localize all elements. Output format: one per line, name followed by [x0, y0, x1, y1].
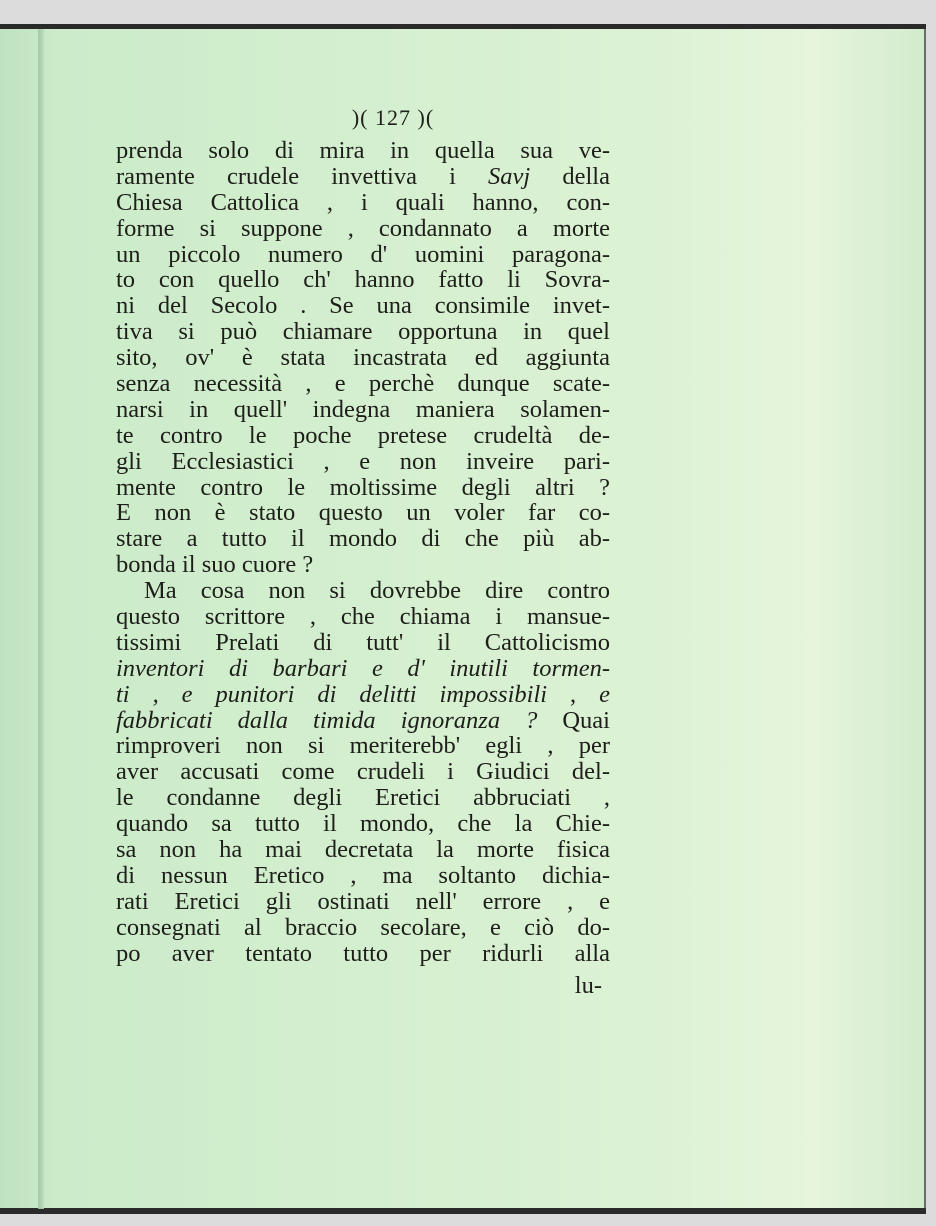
- body-text: [116, 138, 610, 967]
- text-line: [116, 319, 610, 345]
- text-line: [116, 656, 610, 682]
- text-line: [116, 733, 610, 759]
- text-line: [116, 293, 610, 319]
- text-segment: tiva si può chiamare opportuna in quel: [116, 318, 610, 346]
- text-segment: Chiesa Cattolica , i quali hanno, con-: [116, 188, 610, 216]
- text-line: [116, 578, 610, 604]
- text-segment: mente contro le moltissime degli altri ?: [116, 473, 610, 501]
- text-segment: della: [530, 162, 610, 190]
- text-segment: ni del Secolo . Se una consimile invet-: [116, 292, 610, 320]
- text-line: [116, 345, 610, 371]
- text-line: [116, 267, 610, 293]
- text-line: [116, 811, 610, 837]
- italic-segment: ti , e punitori di delitti impossibili: [116, 680, 548, 708]
- text-segment: quando sa tutto il mondo, che la Chie-: [116, 810, 610, 838]
- text-line: [116, 915, 610, 941]
- page-text-block: [116, 98, 610, 998]
- text-segment: sito, ov' è stata incastrata ed aggiunta: [116, 344, 610, 372]
- text-line: [116, 475, 610, 501]
- text-line: [116, 837, 610, 863]
- text-line: [116, 604, 610, 630]
- text-segment: Quai: [537, 706, 610, 734]
- text-segment: le condanne degli Eretici abbruciati ,: [116, 784, 610, 812]
- text-segment: E non è stato questo un voler far co-: [116, 499, 610, 527]
- text-segment: senza necessità , e perchè dunque scate-: [116, 370, 610, 398]
- text-segment: di nessun Eretico , ma soltanto dichia-: [116, 861, 610, 889]
- text-segment: questo scrittore , che chiama i mansue-: [116, 603, 610, 631]
- catchword: lu-: [574, 971, 602, 999]
- text-line: [116, 500, 610, 526]
- text-line: [116, 863, 610, 889]
- book-spine-fold: [38, 29, 44, 1209]
- text-segment: narsi in quell' indegna maniera solamen-: [116, 395, 610, 423]
- text-line: [116, 630, 610, 656]
- text-segment: un piccolo numero d' uomini paragona-: [116, 240, 610, 268]
- text-segment: bonda il suo cuore ?: [116, 551, 314, 579]
- text-segment: forme si suppone , condannato a morte: [116, 214, 610, 242]
- text-line: [116, 526, 610, 552]
- text-line: [116, 423, 610, 449]
- text-line: [116, 216, 610, 242]
- text-segment: consegnati al braccio secolare, e ciò do-: [116, 913, 610, 941]
- text-line: [116, 552, 610, 578]
- italic-segment: e: [599, 680, 610, 708]
- text-line: [116, 449, 610, 475]
- italic-segment: inventori di barbari e d' inutili tormen-: [116, 654, 610, 682]
- text-line: [116, 682, 610, 708]
- text-line: [116, 138, 610, 164]
- text-segment: ramente crudele invettiva i: [116, 162, 489, 190]
- text-segment: tissimi Prelati di tutt' il Cattolicismo: [116, 628, 610, 656]
- text-line: [116, 371, 610, 397]
- text-segment: ,: [547, 680, 600, 708]
- text-line: [116, 242, 610, 268]
- italic-segment: fabbricati dalla timida ignoranza ?: [116, 706, 538, 734]
- text-segment: po aver tentato tutto per ridurli alla: [116, 939, 610, 967]
- text-segment: gli Ecclesiastici , e non inveire pari-: [116, 447, 610, 475]
- text-line: [116, 941, 610, 967]
- text-line: [116, 708, 610, 734]
- text-segment: te contro le poche pretese crudeltà de-: [116, 421, 610, 449]
- text-line: [116, 397, 610, 423]
- text-line: [116, 889, 610, 915]
- text-segment: prenda solo di mira in quella sua ve-: [116, 137, 610, 164]
- text-line: [116, 759, 610, 785]
- page-edge-shadow: [924, 29, 926, 1209]
- text-segment: stare a tutto il mondo di che più ab-: [116, 525, 610, 553]
- text-segment: sa non ha mai decretata la morte fisica: [116, 836, 610, 864]
- text-line: [116, 164, 610, 190]
- text-segment: to con quello ch' hanno fatto li Sovra-: [116, 266, 610, 294]
- text-segment: aver accusati come crudeli i Giudici del-: [116, 758, 610, 786]
- text-segment: rati Eretici gli ostinati nell' errore , e: [116, 887, 610, 915]
- text-line: [116, 190, 610, 216]
- text-segment: rimproveri non si meriterebb' egli , per: [116, 732, 610, 760]
- text-line: [116, 785, 610, 811]
- italic-segment: Savj: [488, 162, 531, 190]
- text-segment: Ma cosa non si dovrebbe dire contro: [144, 577, 610, 605]
- page-number-header: )( 127 )(: [351, 105, 435, 130]
